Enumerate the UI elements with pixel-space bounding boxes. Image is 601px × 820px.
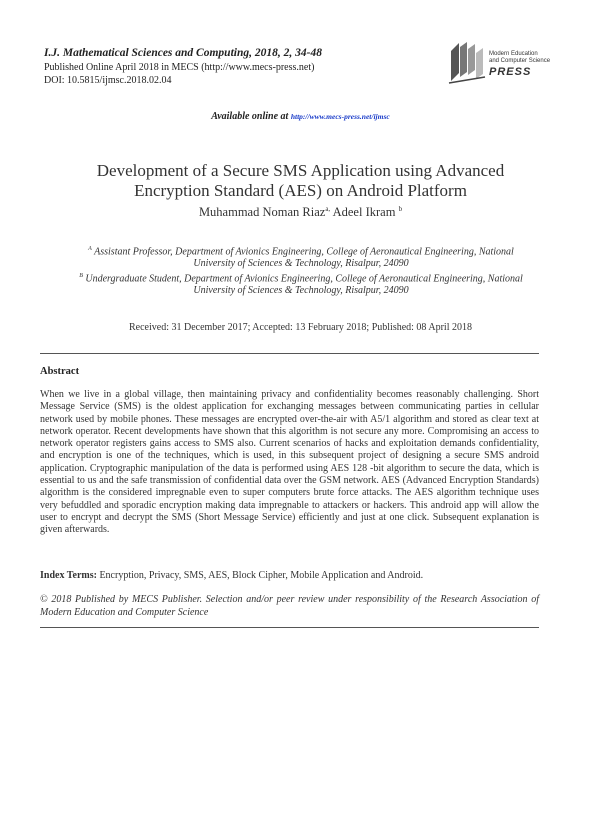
- affil-a-line1: Assistant Professor, Department of Avionics Engineering, College of Aeronautical Engineering, National: [94, 246, 514, 258]
- copyright-notice: © 2018 Published by MECS Publisher. Selection and/or peer review under responsibility of the Research Association of Modern Education and Computer Science: [40, 594, 539, 618]
- journal-issue: 2018, 2, 34-48: [254, 47, 322, 59]
- author-2: Adeel Ikram: [332, 205, 396, 220]
- book-stack-icon: [447, 41, 487, 87]
- affil-b-line2: University of Sciences & Technology, Risalpur, 24090: [193, 285, 409, 297]
- mecs-press-logo: [447, 41, 559, 87]
- author-2-affil: b: [398, 205, 403, 213]
- author-1: Muhammad Noman Riaz: [198, 205, 326, 220]
- affil-b-mark: B: [79, 273, 83, 279]
- affiliation-a: [36, 243, 566, 270]
- logo-line1: Modern Education: [489, 51, 538, 57]
- journal-url-link[interactable]: http://www.mecs-press.net/ijmsc: [290, 112, 390, 121]
- index-terms-text: Encryption, Privacy, SMS, AES, Block Cipher, Mobile Application and Android.: [99, 570, 424, 581]
- divider-top: [40, 353, 539, 354]
- abstract-body: When we live in a global village, then maintaining privacy and confidentiality becomes reasonably challenging. Short Message Service (SMS) is the oldest application for exchanging messages between communicating parties in cellular network used by mobile phones. These messages are encrypted over-the-air with A5/1 algorithm and stored as clear text at network operator. Recent developments have shown that this algorithm is not secure any more. Compromising an access to network operator registers gains access to SMS also. Current scenarios of hacks and exploitation demands confidentiality, and encryption is one of the techniques, which is used, in this subsequent project of designing a secure SMS android application. Cryptographic manipulation of the data is performed using AES 128 -bit algorithm to secure the data, which is essential to us and the safe transmission of confidential data over the GSM network. AES (Advanced Encryption Standards) algorithm is the considered impregnable even to super computers brute force attacks. The AES algorithm technique uses very befuddled and sporadic encryption making data impregnable to attackers or hackers. This android app will allow the user to encrypt and decrypt the SMS (Short Message Service) efficiently and just at one click. Subsequent explanation is given afterwards.: [40, 389, 539, 536]
- journal-citation: [44, 47, 322, 59]
- title-line2: Encryption Standard (AES) on Android Platform: [134, 181, 467, 200]
- title-line1: Development of a Secure SMS Application using Advanced: [96, 161, 505, 180]
- affil-b-line1: Undergraduate Student, Department of Avionics Engineering, College of Aeronautical Engineering, National: [85, 273, 523, 285]
- author-1-affil: a,: [325, 205, 331, 213]
- affiliation-b: [36, 270, 566, 297]
- paper-title: [40, 161, 561, 201]
- journal-name: I.J. Mathematical Sciences and Computing,: [44, 47, 252, 59]
- available-online: [0, 111, 601, 122]
- doi: DOI: 10.5815/ijmsc.2018.02.04: [44, 75, 172, 86]
- abstract-heading: Abstract: [40, 366, 80, 377]
- index-terms: [40, 570, 539, 581]
- authors: [0, 205, 601, 220]
- affil-a-mark: A: [88, 246, 92, 252]
- logo-line2: and Computer Science: [489, 58, 551, 64]
- logo-brand: PRESS: [489, 66, 532, 78]
- affil-a-line2: University of Sciences & Technology, Risalpur, 24090: [193, 258, 409, 270]
- available-label: Available online at: [211, 111, 289, 122]
- index-terms-label: Index Terms:: [40, 570, 97, 581]
- divider-bottom: [40, 627, 539, 628]
- publication-dates: Received: 31 December 2017; Accepted: 13 February 2018; Published: 08 April 2018: [129, 322, 472, 333]
- published-online: Published Online April 2018 in MECS (http://www.mecs-press.net): [44, 62, 315, 73]
